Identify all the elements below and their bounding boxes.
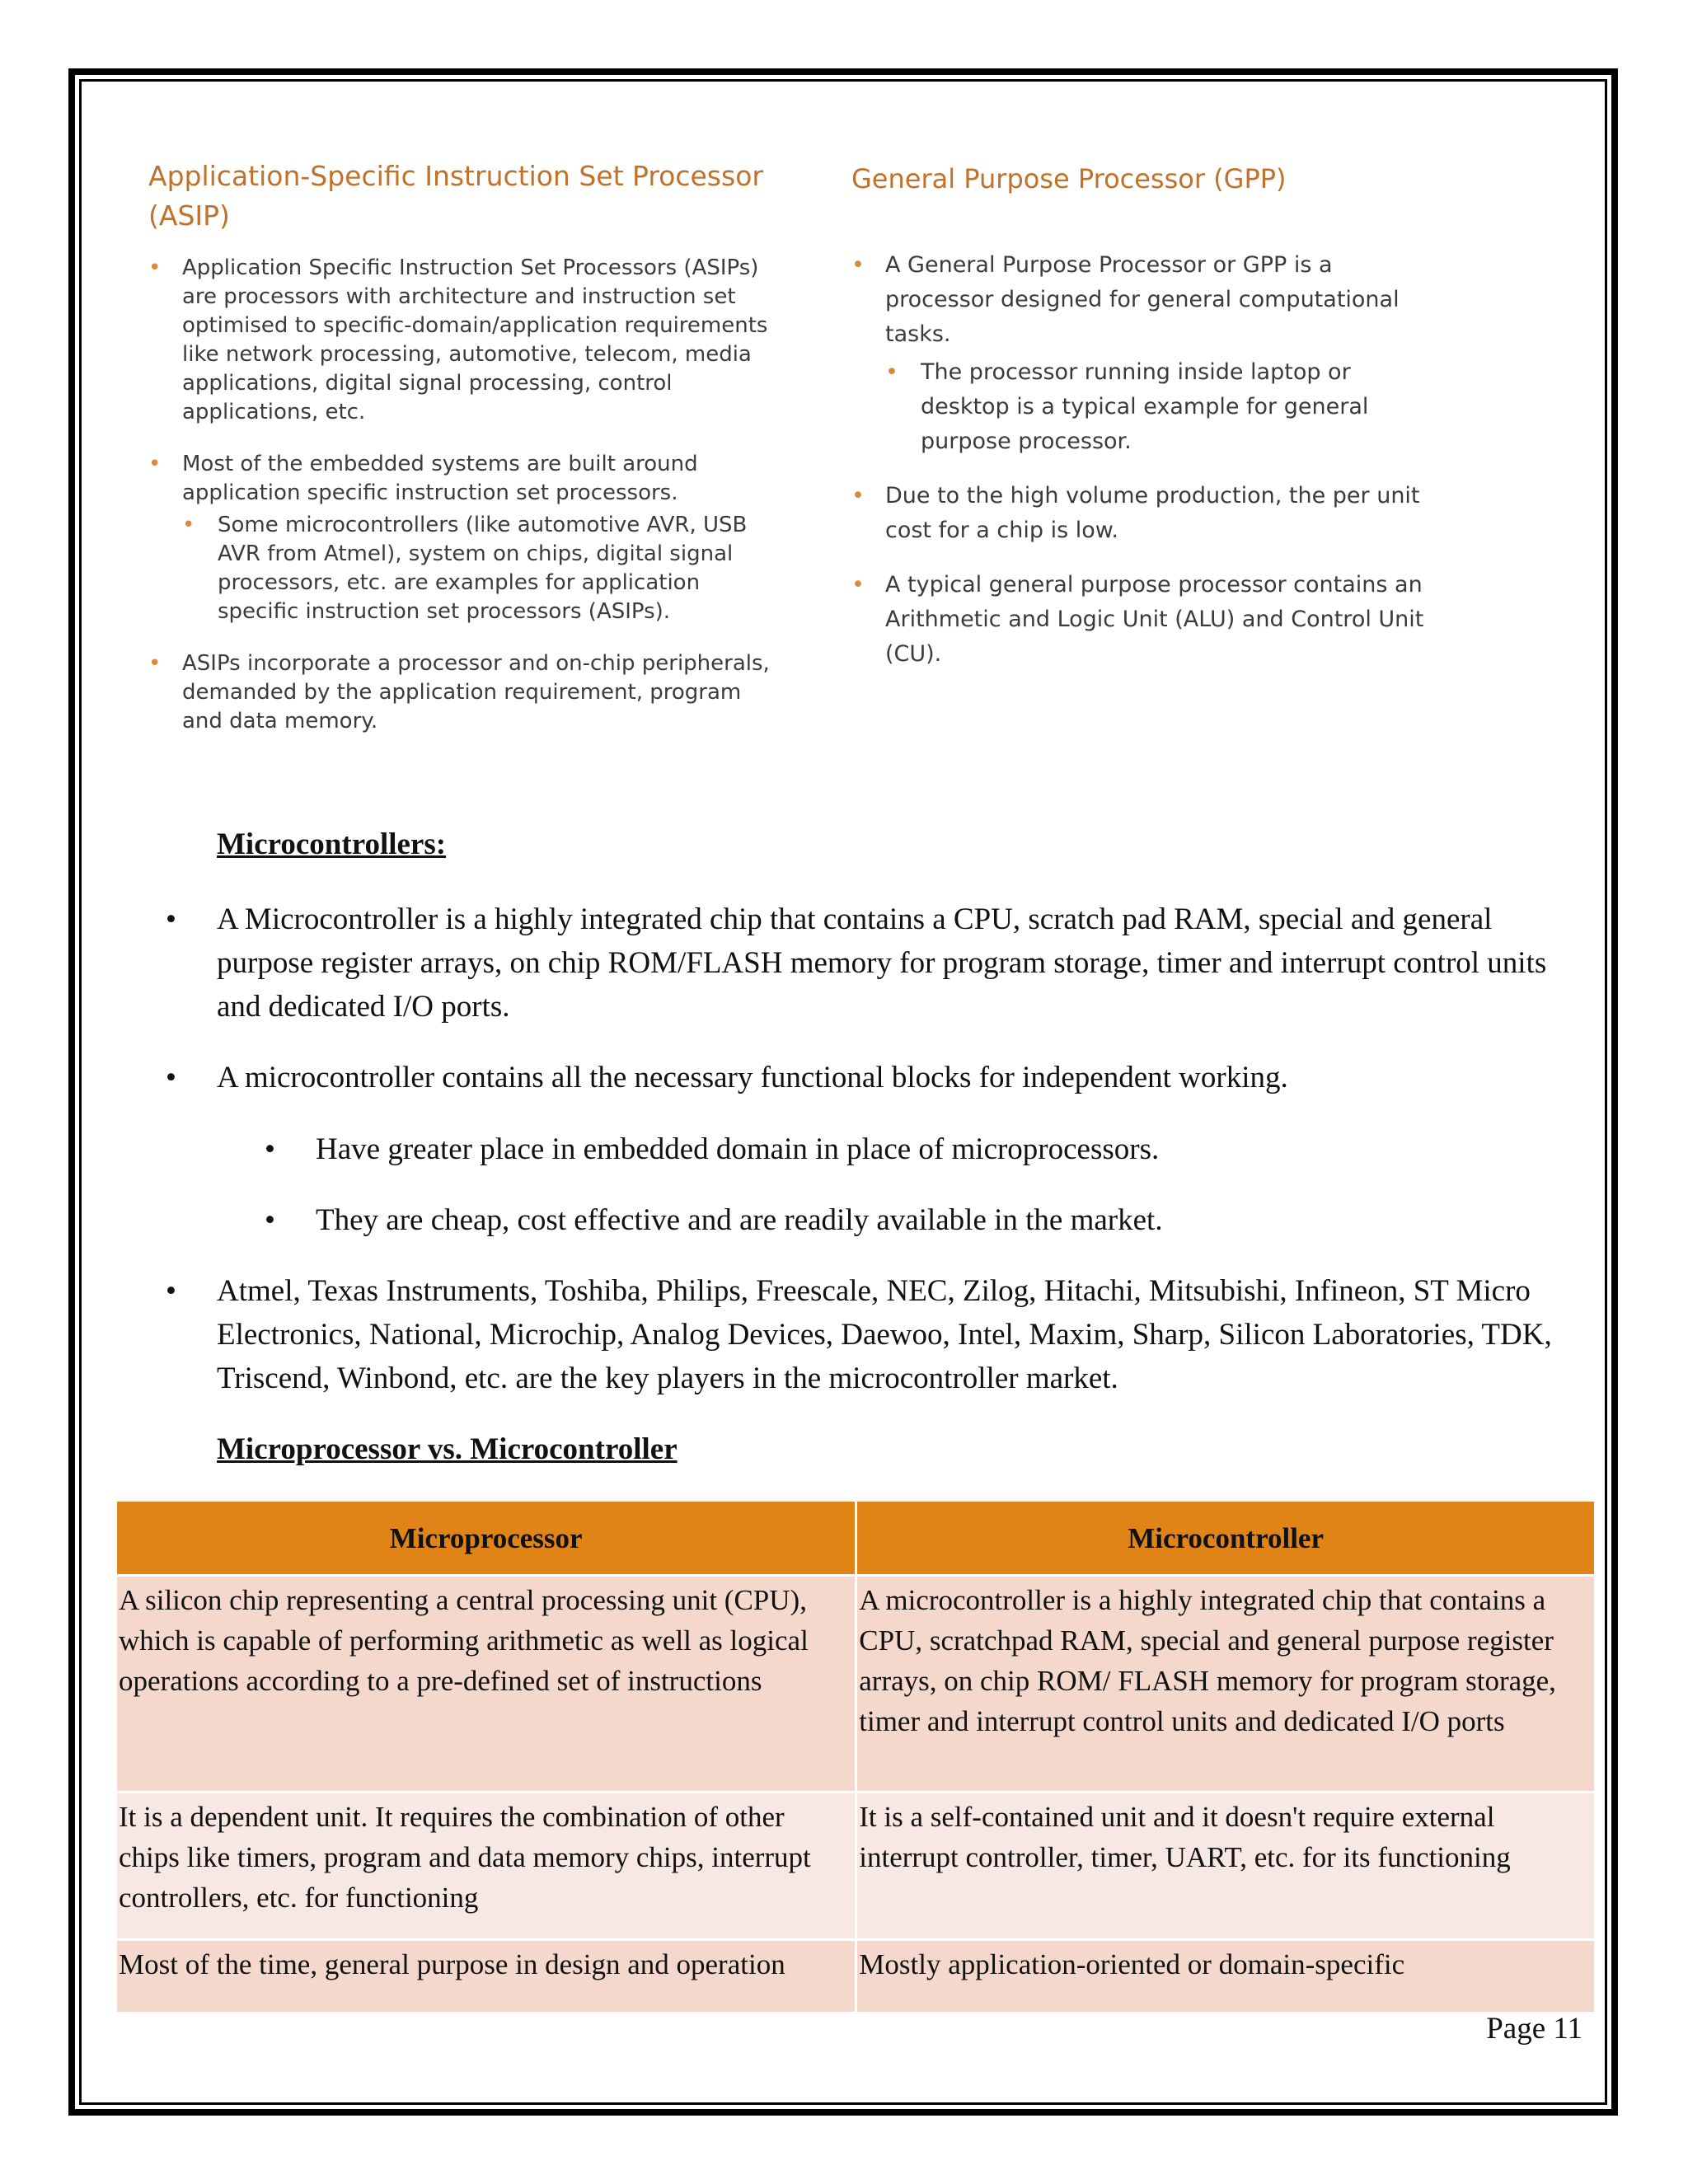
microcontroller-bullet: • A microcontroller contains all the necessary functional blocks for independent working. <box>217 1056 1568 1099</box>
bullet-icon: • <box>265 1132 275 1166</box>
bullet-icon: • <box>851 572 865 598</box>
asip-sub-list <box>182 511 775 626</box>
table-cell: A silicon chip representing a central processing unit (CPU), which is capable of performing arithmetic as well as logical operations according to a pre-defined set of instructions <box>117 1576 856 1793</box>
gpp-bullet: • Due to the high volume production, the per unit cost for a chip is low. <box>851 479 1428 548</box>
table-cell: It is a self-contained unit and it doesn't require external interrupt controller, timer, UART, etc. for its functioning <box>856 1793 1596 1940</box>
gpp-slide-column <box>851 159 1428 691</box>
asip-title: Application-Specific Instruction Set Processor (ASIP) <box>148 160 763 232</box>
page-number: Page 11 <box>1486 2012 1582 2046</box>
comparison-table <box>117 1502 1597 2014</box>
bullet-icon: • <box>851 483 865 509</box>
table-cell: It is a dependent unit. It requires the combination of other chips like timers, program and data memory chips, interrupt controllers, etc. for functioning <box>117 1793 856 1940</box>
column-header-microcontroller: Microcontroller <box>856 1502 1596 1576</box>
asip-bullet: • Most of the embedded systems are built around application specific instruction set processors. • Some microcontrollers (like automotive AVR, USB AVR from Atmel), system on chips, digital signal processors, etc. are examples for application specific instruction set processors (ASIPs). <box>148 450 775 626</box>
microcontrollers-heading: Microcontrollers: <box>217 827 447 861</box>
table-row <box>117 1793 1596 1940</box>
gpp-bullet: • A typical general purpose processor contains an Arithmetic and Logic Unit (ALU) and Control Unit (CU). <box>851 568 1428 672</box>
bullet-icon: • <box>166 1061 176 1094</box>
asip-bullet-list <box>148 254 775 736</box>
column-header-microprocessor: Microprocessor <box>117 1502 856 1576</box>
comparison-heading: Microprocessor vs. Microcontroller <box>217 1432 678 1466</box>
bullet-icon: • <box>851 252 865 278</box>
bullet-icon: • <box>148 651 162 676</box>
asip-bullet: • Application Specific Instruction Set Processors (ASIPs) are processors with architecture and instruction set optimised to specific-domain/application requirements like network processing, automotive, telecom, media applications, digital signal processing, control applications, etc. <box>148 255 768 424</box>
table-cell: Mostly application-oriented or domain-specific <box>856 1940 1596 2013</box>
bullet-icon: • <box>166 1274 176 1308</box>
microcontroller-bullet: • A Microcontroller is a highly integrated chip that contains a CPU, scratch pad RAM, special and general purpose register arrays, on chip ROM/FLASH memory for program storage, timer and interrupt control units and dedicated I/O ports. <box>217 898 1568 1029</box>
bullet-icon: • <box>166 902 176 936</box>
microcontroller-sub-bullet: • They are cheap, cost effective and are readily available in the market. <box>316 1198 1568 1242</box>
gpp-title: General Purpose Processor (GPP) <box>851 163 1287 194</box>
microcontroller-bullet: • Atmel, Texas Instruments, Toshiba, Philips, Freescale, NEC, Zilog, Hitachi, Mitsubishi, Infineon, ST Micro Electronics, National, Microchip, Analog Devices, Daewoo, Intel, Maxim, Sharp, Silicon Laboratories, TDK, Triscend, Winbond, etc. are the key players in the microcontroller market. <box>217 1269 1568 1400</box>
gpp-bullet-list <box>851 248 1428 672</box>
asip-sub-bullet: • Some microcontrollers (like automotive AVR, USB AVR from Atmel), system on chips, digital signal processors, etc. are examples for application specific instruction set processors (ASIPs). <box>182 513 748 624</box>
table-row <box>117 1576 1596 1793</box>
bullet-icon: • <box>148 255 162 280</box>
bullet-icon: • <box>182 513 195 537</box>
asip-slide-column <box>148 157 775 759</box>
table-row <box>117 1940 1596 2013</box>
gpp-bullet: • A General Purpose Processor or GPP is a processor designed for general computational tasks. • The processor running inside laptop or desktop is a typical example for general purpose processor. <box>851 248 1428 459</box>
table-header-row <box>117 1502 1596 1576</box>
table-cell: A microcontroller is a highly integrated chip that contains a CPU, scratchpad RAM, special and general purpose register arrays, on chip ROM/ FLASH memory for program storage, timer and interrupt control units and dedicated I/O ports <box>856 1576 1596 1793</box>
gpp-sub-bullet: • The processor running inside laptop or desktop is a typical example for general purpose processor. <box>885 355 1428 459</box>
bullet-icon: • <box>148 452 162 476</box>
bullet-icon: • <box>265 1203 275 1237</box>
table-cell: Most of the time, general purpose in design and operation <box>117 1940 856 2013</box>
asip-bullet: • ASIPs incorporate a processor and on-chip peripherals, demanded by the application requirement, program and data memory. <box>148 651 770 733</box>
bullet-icon: • <box>885 359 898 385</box>
gpp-sub-list <box>885 355 1428 459</box>
microcontroller-sub-bullet: • Have greater place in embedded domain in place of microprocessors. <box>316 1127 1568 1171</box>
